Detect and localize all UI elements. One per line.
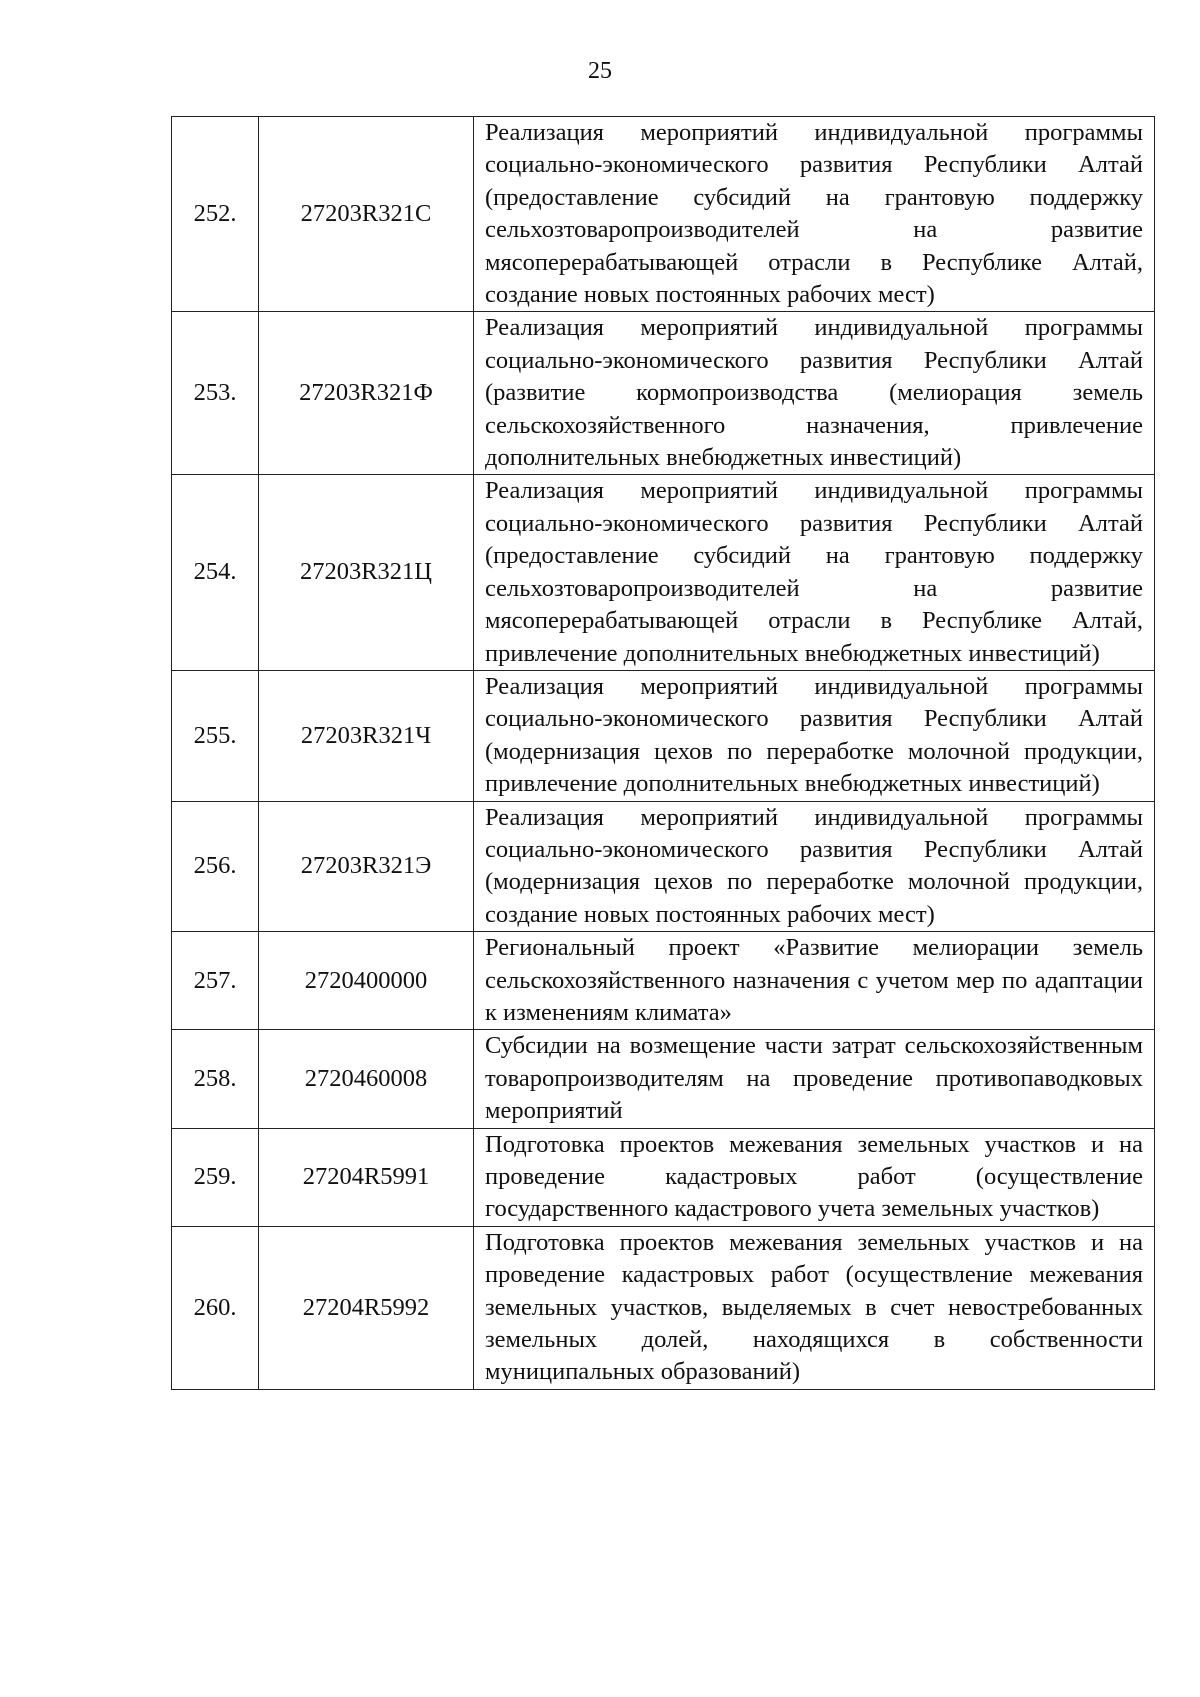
classification-code: 27203R321Ч [259, 670, 474, 801]
row-number: 256. [172, 801, 259, 932]
row-description: Подготовка проектов межевания земельных участков и на проведение кадастровых работ (осуществление государственного кадастрового учета земельных участков) [474, 1128, 1155, 1226]
row-description: Субсидии на возмещение части затрат сельскохозяйственным товаропроизводителям на проведение противопаводковых мероприятий [474, 1030, 1155, 1128]
table-row [172, 117, 1155, 312]
table-row [172, 1226, 1155, 1389]
classification-code: 2720400000 [259, 932, 474, 1030]
classification-code: 27203R321С [259, 117, 474, 312]
table-row [172, 1128, 1155, 1226]
budget-codes-table [171, 116, 1155, 1390]
row-description: Реализация мероприятий индивидуальной программы социально-экономического развития Республики Алтай (развитие кормопроизводства (мелиорация земель сельскохозяйственного назначения, привлечение дополнительных внебюджетных инвестиций) [474, 312, 1155, 475]
row-number: 252. [172, 117, 259, 312]
page-number: 25 [588, 58, 612, 84]
row-description: Реализация мероприятий индивидуальной программы социально-экономического развития Республики Алтай (предоставление субсидий на грантовую поддержку сельхозтоваропроизводителей на развитие мясоперерабатывающей отрасли в Республике Алтай, создание новых постоянных рабочих мест) [474, 117, 1155, 312]
classification-code: 27204R5991 [259, 1128, 474, 1226]
row-description: Региональный проект «Развитие мелиорации земель сельскохозяйственного назначения с учетом мер по адаптации к изменениям климата» [474, 932, 1155, 1030]
table-row [172, 932, 1155, 1030]
table-row [172, 475, 1155, 670]
classification-code: 27203R321Ц [259, 475, 474, 670]
row-description: Подготовка проектов межевания земельных участков и на проведение кадастровых работ (осуществление межевания земельных участков, выделяемых в счет невостребованных земельных долей, находящихся в собственности муниципальных образований) [474, 1226, 1155, 1389]
row-number: 257. [172, 932, 259, 1030]
classification-code: 27203R321Э [259, 801, 474, 932]
row-number: 260. [172, 1226, 259, 1389]
row-number: 259. [172, 1128, 259, 1226]
classification-code: 27204R5992 [259, 1226, 474, 1389]
row-number: 253. [172, 312, 259, 475]
row-number: 255. [172, 670, 259, 801]
row-number: 258. [172, 1030, 259, 1128]
row-description: Реализация мероприятий индивидуальной программы социально-экономического развития Республики Алтай (предоставление субсидий на грантовую поддержку сельхозтоваропроизводителей на развитие мясоперерабатывающей отрасли в Республике Алтай, привлечение дополнительных внебюджетных инвестиций) [474, 475, 1155, 670]
row-description: Реализация мероприятий индивидуальной программы социально-экономического развития Республики Алтай (модернизация цехов по переработке молочной продукции, создание новых постоянных рабочих мест) [474, 801, 1155, 932]
table-row [172, 312, 1155, 475]
classification-code: 2720460008 [259, 1030, 474, 1128]
table-row [172, 1030, 1155, 1128]
row-description: Реализация мероприятий индивидуальной программы социально-экономического развития Республики Алтай (модернизация цехов по переработке молочной продукции, привлечение дополнительных внебюджетных инвестиций) [474, 670, 1155, 801]
classification-code: 27203R321Ф [259, 312, 474, 475]
row-number: 254. [172, 475, 259, 670]
table-row [172, 801, 1155, 932]
table-row [172, 670, 1155, 801]
